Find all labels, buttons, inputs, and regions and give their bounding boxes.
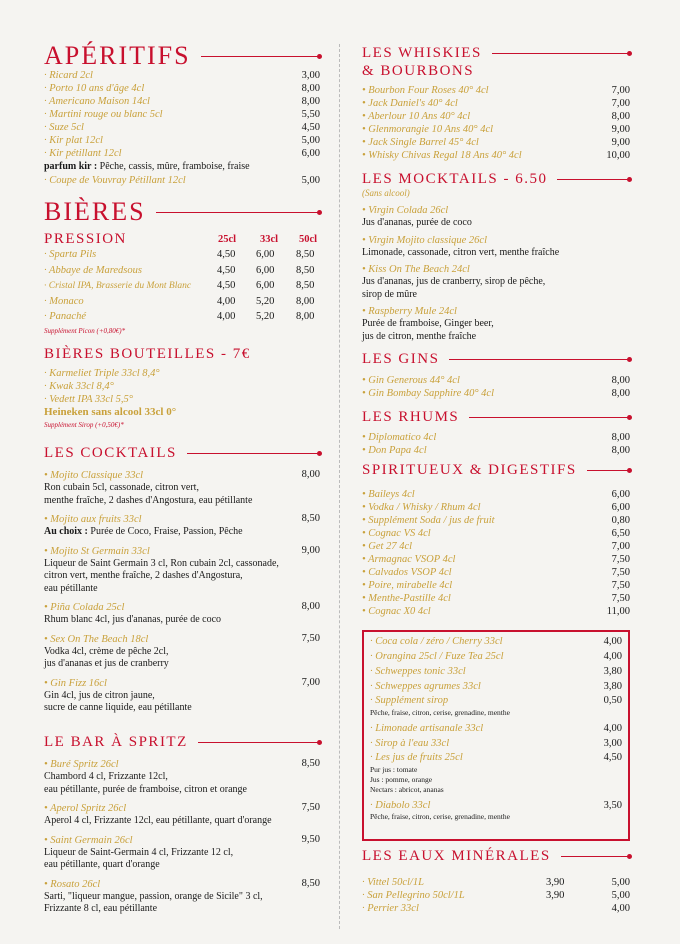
pression-section: [44, 230, 320, 335]
whiskies-subtitle: & BOURBONS: [362, 63, 475, 79]
gins-section: [362, 350, 630, 400]
whisky-row: • Glenmorangie 10 Ans 40° 4cl 9,00: [362, 124, 630, 135]
mocktails-title: LES MOCKTAILS - 6.50: [362, 170, 630, 188]
aperitif-row: · Americano Maison 14cl 8,00: [44, 96, 320, 107]
rhums-section: [362, 408, 630, 457]
spirit-row: • Poire, mirabelle 4cl 7,50: [362, 580, 630, 591]
eaux-title: LES EAUX MINÉRALES: [362, 847, 630, 865]
aperitif-row: · Ricard 2cl 3,00: [44, 70, 320, 81]
cocktail-item: • Mojito aux fruits 33cl 8,50 Au choix : Purée de Coco, Fraise, Passion, Pêche: [44, 513, 320, 537]
rhum-row: • Don Papa 4cl 8,00: [362, 445, 630, 456]
sirop-list: Pêche, fraise, citron, cerise, grenadine, menthe: [370, 708, 510, 717]
soft-row: · Limonade artisanale 33cl 4,00: [370, 723, 622, 734]
pression-title: PRESSION: [44, 231, 127, 247]
whisky-row: • Whisky Chivas Regal 18 Ans 40° 4cl 10,00: [362, 150, 630, 161]
water-row: · Vittel 50cl/1L 3,90 5,00: [362, 877, 630, 888]
jus-line: Nectars : abricot, ananas: [370, 785, 444, 794]
picon-supplement: Supplément Picon (+0,80€)*: [44, 326, 126, 335]
mocktails-subtitle: (Sans alcool): [362, 188, 410, 198]
cocktail-item: • Sex On The Beach 18cl 7,50 Vodka 4cl, crème de pêche 2cl, jus d'ananas et jus de cranberry: [44, 632, 320, 669]
size-header: 33cl: [260, 234, 279, 245]
aperitif-row: · Porto 10 ans d'âge 4cl 8,00: [44, 83, 320, 94]
mocktail-item: • Virgin Colada 26cl Jus d'ananas, purée de coco: [362, 205, 472, 228]
mocktail-item: • Raspberry Mule 24cl Purée de framboise, Ginger beer, jus de citron, menthe fraîche: [362, 306, 494, 342]
spritz-item: • Rosato 26cl 8,50 Sarti, "liqueur mangue, passion, orange de Sicile" 3 cl, Frizzante 8 cl, eau pétillante: [44, 877, 320, 914]
mocktail-item: • Kiss On The Beach 24cl Jus d'ananas, jus de cranberry, sirop de pêche, sirop de mûre: [362, 264, 546, 300]
cocktail-item: • Mojito St Germain 33cl 9,00 Liqueur de Saint Germain 3 cl, Ron cubain 2cl, cassonade, citron vert, menthe fraîche, 2 dashes d'Angostura, eau pétillante: [44, 544, 320, 594]
whiskies-title: LES WHISKIES: [362, 44, 630, 62]
beer-row: · Abbaye de Maredsous 4,50 6,00 8,50: [44, 264, 315, 276]
spirit-row: • Supplément Soda / jus de fruit 0,80: [362, 515, 630, 526]
beer-row: · Panaché 4,00 5,20 8,00: [44, 311, 315, 322]
spirit-row: • Calvados VSOP 4cl 7,50: [362, 567, 630, 578]
rhums-title: LES RHUMS: [362, 408, 630, 426]
spirit-row: • Cognac X0 4cl 11,00: [362, 606, 630, 617]
beer-row: · Monaco 4,00 5,20 8,00: [44, 295, 315, 307]
eaux-section: [362, 847, 630, 916]
bieres-title: BIÈRES: [44, 198, 320, 226]
spritz-section: [44, 733, 320, 916]
aperitif-row: · Coupe de Vouvray Pétillant 12cl 5,00: [44, 174, 320, 186]
spirit-row: • Baileys 4cl 6,00: [362, 489, 630, 500]
size-header: 50cl: [299, 234, 318, 245]
cocktail-item: • Mojito Classique 33cl 8,00 Ron cubain 5cl, cassonade, citron vert, menthe fraîche, 2 dashes d'Angostura, eau pétillante: [44, 469, 320, 506]
soft-row: · Diabolo 33cl 3,50: [370, 800, 622, 811]
cocktail-item: • Gin Fizz 16cl 7,00 Gin 4cl, jus de citron jaune, sucre de canne liquide, eau pétillante: [44, 676, 320, 713]
aperitif-row: · Martini rouge ou blanc 5cl 5,50: [44, 109, 320, 120]
rhum-row: • Diplomatico 4cl 8,00: [362, 432, 630, 443]
diabolo-list: Pêche, fraise, citron, cerise, grenadine, menthe: [370, 812, 510, 821]
aperitif-row: · Kir plat 12cl 5,00: [44, 135, 320, 146]
soft-row: · Sirop à l'eau 33cl 3,00: [370, 738, 622, 749]
soft-row: · Schweppes tonic 33cl 3,80: [370, 666, 622, 677]
spiritueux-section: [362, 461, 630, 618]
spirit-row: • Menthe-Pastille 4cl 7,50: [362, 593, 630, 604]
mocktail-item: • Virgin Mojito classique 26cl Limonade, cassonade, citron vert, menthe fraîche: [362, 234, 560, 258]
spirit-row: • Vodka / Whisky / Rhum 4cl 6,00: [362, 502, 630, 513]
whisky-row: • Jack Daniel's 40° 4cl 7,00: [362, 98, 630, 109]
cocktail-item: • Piña Colada 25cl 8,00 Rhum blanc 4cl, jus d'ananas, purée de coco: [44, 601, 320, 625]
column-divider: [339, 44, 340, 929]
whisky-row: • Bourbon Four Roses 40° 4cl 7,00: [362, 85, 630, 96]
bottle-item: · Kwak 33cl 8,4°: [44, 381, 114, 392]
beer-row: · Sparta Pils 4,50 6,00 8,50: [44, 249, 315, 260]
whisky-row: • Aberlour 10 Ans 40° 4cl 8,00: [362, 111, 630, 122]
spirit-row: • Get 27 4cl 7,00: [362, 541, 630, 552]
bouteilles-section: [44, 345, 320, 432]
whiskies-section: [362, 44, 630, 162]
size-header: 25cl: [218, 234, 237, 245]
cocktails-section: [44, 444, 320, 715]
spritz-item: • Saint Germain 26cl 9,50 Liqueur de Saint-Germain 4 cl, Frizzante 12 cl, eau pétillante, quart d'orange: [44, 833, 320, 870]
soft-row: · Orangina 25cl / Fuze Tea 25cl 4,00: [370, 651, 622, 662]
softs-box: [362, 630, 630, 841]
cocktails-title: LES COCKTAILS: [44, 444, 320, 462]
aperitifs-title: APÉRITIFS: [44, 42, 320, 70]
sirop-supplement: Supplément Sirop (+0,50€)*: [44, 421, 124, 429]
spirit-row: • Cognac VS 4cl 6,50: [362, 528, 630, 539]
spiritueux-title: SPIRITUEUX & DIGESTIFS: [362, 461, 630, 479]
whisky-row: • Jack Single Barrel 45° 4cl 9,00: [362, 137, 630, 148]
soft-row: · Les jus de fruits 25cl 4,50: [370, 752, 622, 763]
bottle-item: · Karmeliet Triple 33cl 8,4°: [44, 368, 160, 379]
gins-title: LES GINS: [362, 350, 630, 368]
parfum-kir: parfum kir : Pêche, cassis, mûre, framboise, fraise: [44, 161, 250, 172]
jus-line: Jus : pomme, orange: [370, 775, 433, 784]
spirit-row: • Armagnac VSOP 4cl 7,50: [362, 554, 630, 565]
water-row: · Perrier 33cl 4,00: [362, 903, 630, 914]
spritz-title: LE BAR À SPRITZ: [44, 733, 320, 751]
soft-row: · Coca cola / zéro / Cherry 33cl 4,00: [370, 636, 622, 647]
bottle-item: Heineken sans alcool 33cl 0°: [44, 406, 177, 418]
aperitifs-section: [44, 42, 320, 187]
aperitif-row: · Suze 5cl 4,50: [44, 122, 320, 133]
gin-row: • Gin Generous 44° 4cl 8,00: [362, 375, 630, 386]
bieres-section: [44, 198, 320, 226]
bottle-item: · Vedett IPA 33cl 5,5°: [44, 394, 133, 405]
mocktails-section: [362, 170, 630, 343]
beer-row: · Cristal IPA, Brasserie du Mont Blanc 4,50 6,00 8,50: [44, 280, 315, 291]
bouteilles-title: BIÈRES BOUTEILLES - 7€: [44, 346, 251, 362]
soft-row: · Schweppes agrumes 33cl 3,80: [370, 681, 622, 692]
water-row: · San Pellegrino 50cl/1L 3,90 5,00: [362, 890, 630, 901]
aperitif-row: · Kir pétillant 12cl 6,00: [44, 148, 320, 159]
spritz-item: • Buré Spritz 26cl 8,50 Chambord 4 cl, Frizzante 12cl, eau pétillante, purée de framboise, citron et orange: [44, 758, 320, 795]
soft-row: · Supplément sirop 0,50: [370, 695, 622, 706]
gin-row: • Gin Bombay Sapphire 40° 4cl 8,00: [362, 388, 630, 399]
spritz-item: • Aperol Spritz 26cl 7,50 Aperol 4 cl, Frizzante 12cl, eau pétillante, quart d'orange: [44, 802, 320, 826]
jus-line: Pur jus : tomate: [370, 765, 418, 774]
